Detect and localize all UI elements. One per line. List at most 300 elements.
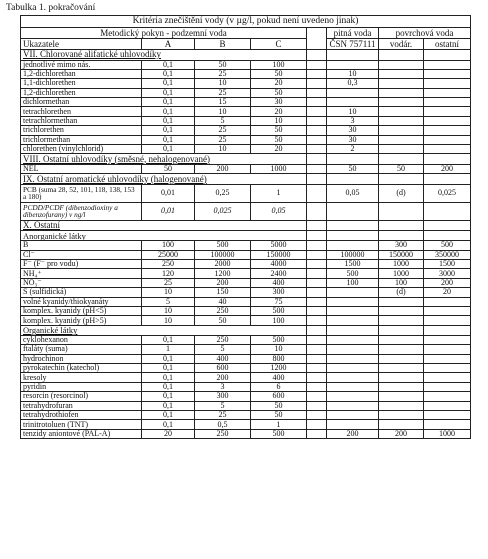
value-c: 5000 xyxy=(251,241,307,250)
value-vodar xyxy=(379,382,424,391)
value-c: 100 xyxy=(251,60,307,69)
value-vodar xyxy=(379,135,424,144)
value-a: 0,1 xyxy=(142,79,195,88)
value-vodar: 100 xyxy=(379,278,424,287)
empty-cell xyxy=(424,231,471,241)
value-c: 1 xyxy=(251,420,307,429)
row-label: tetrachlormethan xyxy=(21,116,142,125)
value-ostatni xyxy=(424,392,471,401)
empty-cell xyxy=(327,231,379,241)
value-a: 0,1 xyxy=(142,60,195,69)
section-viii xyxy=(21,154,471,165)
spacer-cell xyxy=(307,107,327,116)
value-vodar xyxy=(379,373,424,382)
value-pitna xyxy=(327,401,379,410)
value-vodar xyxy=(379,392,424,401)
value-c: 800 xyxy=(251,354,307,363)
row-label: tetrachlorethen xyxy=(21,107,142,116)
value-a: 100 xyxy=(142,241,195,250)
spacer-cell xyxy=(307,202,327,220)
spacer-cell xyxy=(307,145,327,154)
value-b: 10 xyxy=(195,145,251,154)
spacer-cell xyxy=(307,98,327,107)
value-b: 500 xyxy=(195,241,251,250)
value-ostatni xyxy=(424,316,471,325)
value-b: 200 xyxy=(195,373,251,382)
spacer-cell xyxy=(307,250,327,259)
row-label: hydrochinon xyxy=(21,354,142,363)
row-label: jednotlivé mimo nás. xyxy=(21,60,142,69)
value-ostatni: 200 xyxy=(424,278,471,287)
row-label: komplex. kyanidy (pH<5) xyxy=(21,307,142,316)
table-caption: Tabulka 1. pokračování xyxy=(6,3,96,13)
value-a: 120 xyxy=(142,269,195,278)
value-ostatni xyxy=(424,410,471,419)
value-pitna: 100 xyxy=(327,278,379,287)
row-label: tenzidy aniontové (PAL-A) xyxy=(21,429,142,438)
value-vodar xyxy=(379,410,424,419)
value-pitna xyxy=(327,60,379,69)
table-row xyxy=(21,382,471,391)
value-a: 0,1 xyxy=(142,107,195,116)
value-c: 500 xyxy=(251,307,307,316)
empty-cell xyxy=(424,154,471,165)
table-row xyxy=(21,269,471,278)
value-vodar xyxy=(379,354,424,363)
value-ostatni xyxy=(424,126,471,135)
value-ostatni xyxy=(424,363,471,372)
value-ostatni xyxy=(424,335,471,344)
row-label: 1,2-dichlorethan xyxy=(21,69,142,78)
value-ostatni xyxy=(424,145,471,154)
value-ostatni: 200 xyxy=(424,164,471,173)
table-row xyxy=(21,373,471,382)
spacer-cell xyxy=(307,297,327,306)
value-vodar xyxy=(379,88,424,97)
header-ukazatele: Ukazatele xyxy=(21,39,142,50)
value-ostatni xyxy=(424,354,471,363)
value-ostatni xyxy=(424,88,471,97)
table-row xyxy=(21,88,471,97)
value-pitna: 100000 xyxy=(327,250,379,259)
value-b: 250 xyxy=(195,429,251,438)
table-row xyxy=(21,145,471,154)
spacer-cell xyxy=(307,220,327,231)
value-a: 0,1 xyxy=(142,401,195,410)
value-vodar: 300 xyxy=(379,241,424,250)
value-a: 25 xyxy=(142,278,195,287)
value-pitna: 500 xyxy=(327,269,379,278)
value-b: 25 xyxy=(195,135,251,144)
value-b: 10 xyxy=(195,107,251,116)
table-row xyxy=(21,107,471,116)
table-row xyxy=(21,288,471,297)
value-b: 0,5 xyxy=(195,420,251,429)
table-row xyxy=(21,126,471,135)
value-a: 10 xyxy=(142,316,195,325)
spacer-cell xyxy=(307,316,327,325)
value-pitna xyxy=(327,392,379,401)
value-ostatni xyxy=(424,297,471,306)
value-c: 20 xyxy=(251,107,307,116)
value-pitna: 1500 xyxy=(327,260,379,269)
value-vodar xyxy=(379,69,424,78)
table-row xyxy=(21,69,471,78)
empty-cell xyxy=(379,154,424,165)
value-vodar xyxy=(379,107,424,116)
value-b: 25 xyxy=(195,88,251,97)
table-row xyxy=(21,98,471,107)
value-pitna xyxy=(327,288,379,297)
value-ostatni xyxy=(424,69,471,78)
table-row xyxy=(21,278,471,287)
value-b: 5 xyxy=(195,116,251,125)
value-c: 10 xyxy=(251,345,307,354)
value-pitna xyxy=(327,335,379,344)
value-ostatni xyxy=(424,135,471,144)
value-a: 0,01 xyxy=(142,184,195,202)
row-label: pyridin xyxy=(21,382,142,391)
value-vodar xyxy=(379,145,424,154)
value-c: 400 xyxy=(251,373,307,382)
value-a: 0,1 xyxy=(142,135,195,144)
row-label: cyklohexanon xyxy=(21,335,142,344)
value-b: 200 xyxy=(195,278,251,287)
value-pitna xyxy=(327,345,379,354)
value-c: 300 xyxy=(251,288,307,297)
value-c: 50 xyxy=(251,88,307,97)
row-label: ftaláty (suma) xyxy=(21,345,142,354)
value-vodar xyxy=(379,60,424,69)
row-label: Cl⁻ xyxy=(21,250,142,259)
value-pitna xyxy=(327,382,379,391)
value-vodar: 1000 xyxy=(379,260,424,269)
value-pitna: 0,05 xyxy=(327,184,379,202)
empty-cell xyxy=(327,174,379,185)
empty-cell xyxy=(424,174,471,185)
spacer-cell xyxy=(307,429,327,438)
row-label: trinitrotoluen (TNT) xyxy=(21,420,142,429)
spacer-cell xyxy=(307,231,327,241)
value-b: 200 xyxy=(195,164,251,173)
value-a: 1 xyxy=(142,345,195,354)
row-label: 1,1-dichlorethen xyxy=(21,79,142,88)
table-row xyxy=(21,135,471,144)
value-c: 1000 xyxy=(251,164,307,173)
spacer-cell xyxy=(307,154,327,165)
table-row xyxy=(21,60,471,69)
value-vodar xyxy=(379,316,424,325)
value-a: 0,1 xyxy=(142,126,195,135)
value-pitna: 0,3 xyxy=(327,79,379,88)
value-ostatni xyxy=(424,60,471,69)
value-c: 500 xyxy=(251,429,307,438)
value-pitna: 3 xyxy=(327,116,379,125)
value-c: 75 xyxy=(251,297,307,306)
value-c: 20 xyxy=(251,79,307,88)
spacer-cell xyxy=(307,325,327,335)
value-a: 0,1 xyxy=(142,98,195,107)
value-vodar xyxy=(379,79,424,88)
value-pitna xyxy=(327,98,379,107)
value-pitna xyxy=(327,420,379,429)
section-vii-title: VII. Chlorované alifatické uhlovodíky xyxy=(21,50,307,61)
header-pitna-voda: pitná voda xyxy=(327,28,379,39)
value-b: 300 xyxy=(195,392,251,401)
spacer-cell xyxy=(307,278,327,287)
value-pitna: 200 xyxy=(327,429,379,438)
table-row xyxy=(21,241,471,250)
value-c: 30 xyxy=(251,98,307,107)
value-ostatni xyxy=(424,79,471,88)
value-vodar xyxy=(379,420,424,429)
spacer-cell xyxy=(307,382,327,391)
subsection-anorganicke-title: Anorganické látky xyxy=(21,231,307,241)
value-a: 0,1 xyxy=(142,373,195,382)
spacer-cell xyxy=(307,420,327,429)
value-b: 250 xyxy=(195,307,251,316)
row-label: S (sulfidická) xyxy=(21,288,142,297)
row-label: tetrahydrothiofen xyxy=(21,410,142,419)
value-vodar xyxy=(379,345,424,354)
value-pitna xyxy=(327,410,379,419)
value-a: 5 xyxy=(142,297,195,306)
value-vodar xyxy=(379,126,424,135)
value-c: 1 xyxy=(251,184,307,202)
table-row xyxy=(21,363,471,372)
value-pitna xyxy=(327,297,379,306)
value-ostatni xyxy=(424,420,471,429)
value-c: 1200 xyxy=(251,363,307,372)
value-ostatni xyxy=(424,345,471,354)
value-b: 10 xyxy=(195,79,251,88)
value-b: 50 xyxy=(195,316,251,325)
table-row xyxy=(21,164,471,173)
value-a: 0,1 xyxy=(142,420,195,429)
table-row xyxy=(21,429,471,438)
section-ix-title: IX. Ostatní aromatické uhlovodíky (halogenované) xyxy=(21,174,307,185)
table-row xyxy=(21,202,471,220)
value-a: 0,1 xyxy=(142,410,195,419)
table-row xyxy=(21,354,471,363)
table-row xyxy=(21,307,471,316)
table-row xyxy=(21,260,471,269)
spacer-cell xyxy=(307,410,327,419)
value-c: 50 xyxy=(251,410,307,419)
spacer-cell xyxy=(307,88,327,97)
row-label: 1,2-dichlorethen xyxy=(21,88,142,97)
table-row xyxy=(21,420,471,429)
value-pitna: 30 xyxy=(327,135,379,144)
row-label: NH₄⁺ xyxy=(21,269,142,278)
value-vodar: (d) xyxy=(379,184,424,202)
value-b: 3 xyxy=(195,382,251,391)
table-row xyxy=(21,401,471,410)
table-title: Kritéria znečištění vody (v µg/l, pokud není uvedeno jinak) xyxy=(21,16,471,28)
spacer-cell xyxy=(307,126,327,135)
value-c: 600 xyxy=(251,392,307,401)
header-col-a: A xyxy=(142,39,195,50)
value-ostatni: 500 xyxy=(424,241,471,250)
spacer-cell xyxy=(307,373,327,382)
header-col-c: C xyxy=(251,39,307,50)
value-b: 400 xyxy=(195,354,251,363)
spacer-cell xyxy=(307,269,327,278)
spacer-cell xyxy=(307,363,327,372)
spacer-cell xyxy=(307,69,327,78)
value-b: 600 xyxy=(195,363,251,372)
header-csn: ČSN 757111 xyxy=(327,39,379,50)
header-metodicky-pokyn: Metodický pokyn - podzemní voda xyxy=(21,28,307,39)
subsection-anorganicke xyxy=(21,231,471,241)
value-vodar xyxy=(379,116,424,125)
empty-cell xyxy=(424,220,471,231)
row-label: PCDD/PCDF (dibenzodioxiny a dibenzofurany) v ng/l xyxy=(21,202,142,220)
empty-cell xyxy=(379,50,424,61)
value-b: 100000 xyxy=(195,250,251,259)
value-a: 0,1 xyxy=(142,354,195,363)
empty-cell xyxy=(379,231,424,241)
value-c: 150000 xyxy=(251,250,307,259)
value-ostatni: 350000 xyxy=(424,250,471,259)
value-a: 10 xyxy=(142,307,195,316)
value-ostatni xyxy=(424,98,471,107)
value-ostatni xyxy=(424,373,471,382)
value-b: 0,25 xyxy=(195,184,251,202)
value-b: 250 xyxy=(195,335,251,344)
value-a: 0,1 xyxy=(142,69,195,78)
value-b: 25 xyxy=(195,69,251,78)
empty-cell xyxy=(327,50,379,61)
value-vodar: 200 xyxy=(379,429,424,438)
value-a: 0,1 xyxy=(142,88,195,97)
row-label: NEL xyxy=(21,164,142,173)
value-c: 50 xyxy=(251,135,307,144)
spacer-cell xyxy=(307,307,327,316)
value-pitna xyxy=(327,373,379,382)
value-a: 25000 xyxy=(142,250,195,259)
value-pitna: 2 xyxy=(327,145,379,154)
row-label: komplex. kyanidy (pH>5) xyxy=(21,316,142,325)
section-viii-title: VIII. Ostatní uhlovodíky (směsné, nehalogenované) xyxy=(21,154,307,165)
value-pitna xyxy=(327,88,379,97)
row-label: PCB (suma 28, 52, 101, 118, 138, 153 a 180) xyxy=(21,184,142,202)
spacer-cell xyxy=(307,288,327,297)
row-label: pyrokatechin (katechol) xyxy=(21,363,142,372)
value-vodar xyxy=(379,363,424,372)
spacer-cell xyxy=(307,345,327,354)
section-ix xyxy=(21,174,471,185)
value-ostatni xyxy=(424,401,471,410)
empty-cell xyxy=(327,325,379,335)
table-row xyxy=(21,410,471,419)
spacer-cell xyxy=(307,50,327,61)
header-vodar: vodár. xyxy=(379,39,424,50)
value-a: 0,1 xyxy=(142,116,195,125)
section-vii xyxy=(21,50,471,61)
value-b: 40 xyxy=(195,297,251,306)
value-a: 20 xyxy=(142,429,195,438)
empty-cell xyxy=(327,220,379,231)
value-a: 250 xyxy=(142,260,195,269)
row-label: kresoly xyxy=(21,373,142,382)
value-c: 2400 xyxy=(251,269,307,278)
row-label: tetrahydrofuran xyxy=(21,401,142,410)
spacer-cell xyxy=(307,116,327,125)
value-ostatni: 1000 xyxy=(424,429,471,438)
table-row xyxy=(21,250,471,259)
value-pitna: 10 xyxy=(327,107,379,116)
value-pitna xyxy=(327,202,379,220)
value-b: 25 xyxy=(195,126,251,135)
value-a: 50 xyxy=(142,164,195,173)
value-b: 1200 xyxy=(195,269,251,278)
table-row xyxy=(21,297,471,306)
value-ostatni xyxy=(424,116,471,125)
row-label: resorcin (resorcinol) xyxy=(21,392,142,401)
section-x-title: X. Ostatní xyxy=(21,220,307,231)
value-b: 15 xyxy=(195,98,251,107)
value-vodar xyxy=(379,307,424,316)
value-a: 0,01 xyxy=(142,202,195,220)
spacer-cell xyxy=(307,260,327,269)
value-vodar xyxy=(379,202,424,220)
spacer-cell xyxy=(307,354,327,363)
value-c: 4000 xyxy=(251,260,307,269)
value-b: 5 xyxy=(195,401,251,410)
empty-cell xyxy=(424,50,471,61)
spacer-cell xyxy=(307,164,327,173)
value-b: 5 xyxy=(195,345,251,354)
header-ostatni: ostatní xyxy=(424,39,471,50)
spacer-cell xyxy=(307,401,327,410)
spacer-cell xyxy=(307,392,327,401)
value-a: 0,1 xyxy=(142,392,195,401)
value-b: 0,025 xyxy=(195,202,251,220)
value-c: 0,05 xyxy=(251,202,307,220)
value-b: 2000 xyxy=(195,260,251,269)
table-row xyxy=(21,345,471,354)
section-x xyxy=(21,220,471,231)
value-b: 150 xyxy=(195,288,251,297)
row-label: volné kyanidy/thiokyanáty xyxy=(21,297,142,306)
value-c: 10 xyxy=(251,116,307,125)
value-ostatni xyxy=(424,202,471,220)
value-a: 0,1 xyxy=(142,335,195,344)
value-b: 50 xyxy=(195,60,251,69)
row-label: trichlorethen xyxy=(21,126,142,135)
row-label: B xyxy=(21,241,142,250)
value-vodar: (d) xyxy=(379,288,424,297)
value-c: 6 xyxy=(251,382,307,391)
empty-cell xyxy=(379,220,424,231)
value-vodar: 150000 xyxy=(379,250,424,259)
value-a: 0,1 xyxy=(142,145,195,154)
spacer-cell xyxy=(307,79,327,88)
pollution-criteria-table xyxy=(20,15,471,439)
table-row xyxy=(21,184,471,202)
value-vodar xyxy=(379,335,424,344)
table-row xyxy=(21,79,471,88)
value-pitna xyxy=(327,316,379,325)
empty-cell xyxy=(424,325,471,335)
header-col-b: B xyxy=(195,39,251,50)
header-spacer xyxy=(307,28,327,50)
value-ostatni xyxy=(424,107,471,116)
table-row xyxy=(21,316,471,325)
value-vodar xyxy=(379,297,424,306)
row-label: NO₃⁻ xyxy=(21,278,142,287)
